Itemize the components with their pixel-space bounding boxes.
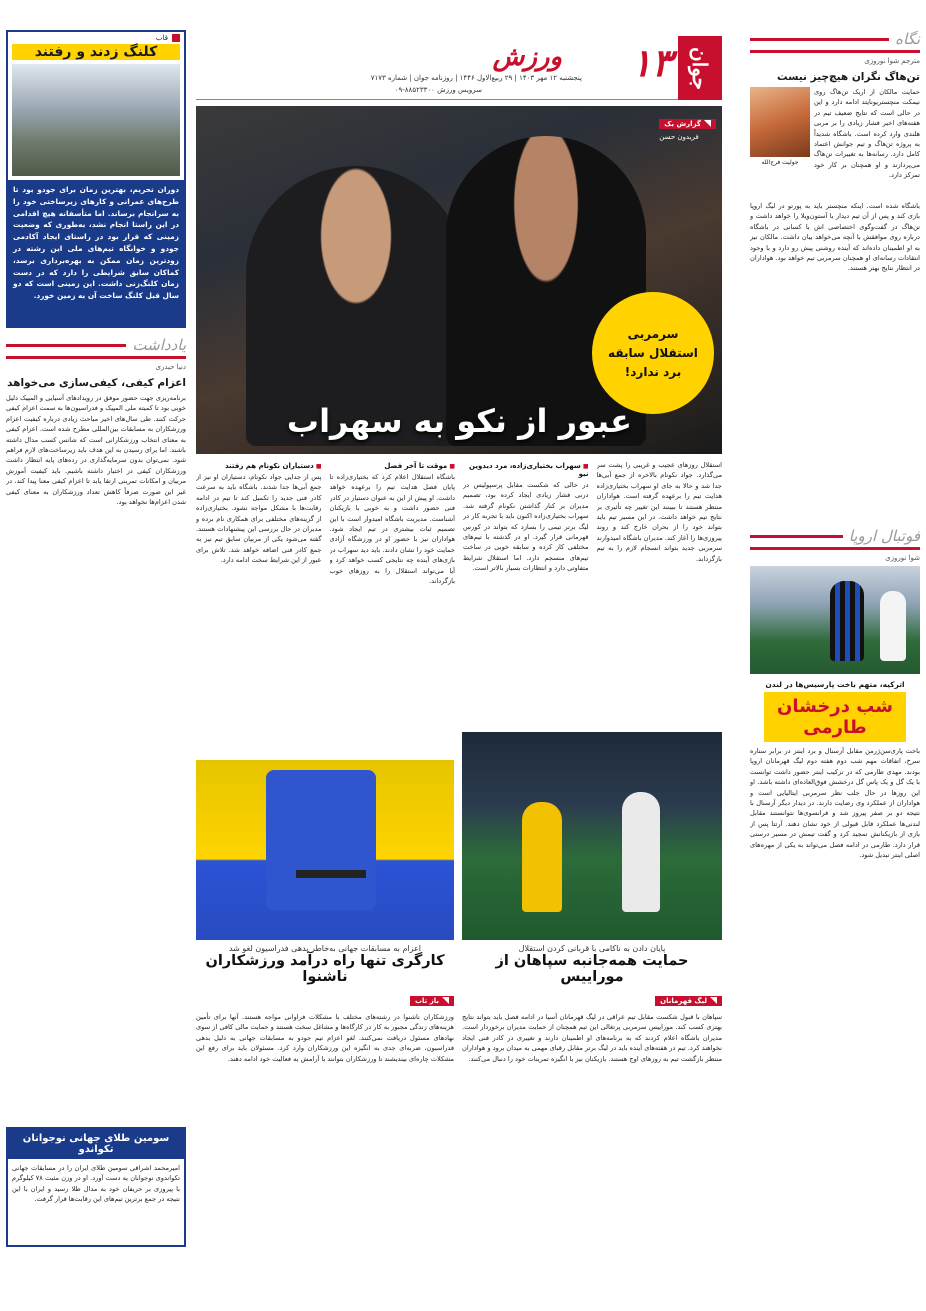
desk-phone: سرویس ورزش ۸۸۵۲۳۳۰۰-۰۹ — [394, 86, 482, 94]
section-bar — [6, 344, 126, 347]
sepahan-story — [462, 944, 722, 1311]
story-column-4: ■ دستیاران نکونام هم رفتند پس از جدایی جواد نکونام، دستیاران او نیز از جمع آبی‌ها جدا شدند. باشگاه باید به سرعت کادر فنی جدید را تکمیل کند تا تیم در ادامه رقابت‌ها با مشکل مواجه نشود. بختیاری‌زاده از گزینه‌های مختلفی برای همکاری نام برده و مدیران در حال بررسی این پیشنهادات هستند. گفته می‌شود یکی از مربیان سابق تیم نیز به جمع کادر فنی اضافه خواهد شد. تلاش برای عبور از این شرایط سخت ادامه دارد. — [196, 460, 322, 728]
judo-belt — [296, 870, 366, 878]
main-story-text — [196, 460, 722, 728]
player-white — [622, 792, 660, 912]
story-column-1: استقلال روزهای عجیب و غریبی را پشت سر می‌گذارد. جواد نکونام بالاخره از جمع آبی‌ها جدا شد و حالا به جای او سهراب بختیاری‌زاده هدایت تیم را برعهده گرفته است. هواداران منتظر هستند تا ببینند این تغییر چه تأثیری بر نتایج تیم خواهد داشت. در این مسیر تیم باید بتواند خود را از بحران خارج کند و روند پیروزی‌ها را آغاز کند. مدیران باشگاه امیدوارند سرمربی جدید بتواند انسجام لازم را به تیم بازگرداند. — [596, 461, 722, 563]
section-author-note: دنیا حیدری — [155, 363, 186, 371]
report-badge: گزارش یک — [659, 119, 716, 129]
player-yellow — [522, 802, 562, 912]
story-column-2: ■ سهراب بختیاری‌زاده، مرد دیدوین نیو در حالی که شکست مقابل پرسپولیس در دربی فشار زیادی ایجاد کرده بود، تصمیم مدیران بر کنار گذاشتن نکونام گرفته شد. سهراب بختیاری‌زاده اکنون باید با تجربه کار در لیگ برتر تیمی را بسازد که بتواند در کورس قهرمانی قرار گیرد. او در گذشته با تیم‌های مختلفی کار کرده و سابقه خوبی در ساخت تیم‌های منسجم دارد. اما استقلال شرایط متفاوتی دارد و انتظارات بسیار بالاتر است. — [463, 460, 589, 728]
frame-photo — [12, 64, 180, 176]
judo-gi — [266, 770, 376, 910]
dateline: پنجشنبه ۱۲ مهر ۱۴۰۳ | ۲۹ ربیع‌الاول ۱۴۴۶ | روزنامه جوان | شماره ۷۱۷۳ — [370, 74, 582, 82]
league-badge: لیگ قهرمانان — [655, 996, 722, 1006]
story-column-3: ■ موقت تا آخر فصل باشگاه استقلال اعلام کرد که بختیاری‌زاده تا پایان فصل هدایت تیم را برعهده خواهد داشت. او پیش از این به عنوان دستیار در کادر فنی حضور داشت و به خوبی با بازیکنان آشناست. مدیریت باشگاه امیدوار است با این تصمیم ثبات بیشتری در تیم ایجاد شود. هواداران نیز با حضور او در ورزشگاه آزادی حمایت خود را نشان دادند. باید دید سهراب در بازی‌های آینده چه نتایجی کسب خواهد کرد و آیا می‌تواند استقلال را به روزهای خوب بازگرداند. — [330, 460, 456, 728]
sepahan-photo — [462, 732, 722, 940]
hero-byline: فریدون حسن — [659, 133, 699, 141]
bazetab-badge: باز تاب — [410, 996, 454, 1006]
section-header-note — [6, 336, 186, 359]
judo-photo — [196, 760, 454, 940]
note-text: برنامه‌ریزی جهت حضور موفق در رویدادهای آسیایی و المپیک دلیل خوبی بود تا کمیته ملی المپیک و فدراسیون‌ها به سمت اعزام کیفی حرکت کنند. طی سال‌های اخیر مباحث زیادی درباره کیفیت اعزام ورزشکاران به مسابقات بین‌المللی مطرح شده است. اعزام کیفی به معنای انتخاب ورزشکارانی است که شانس کسب مدال داشته باشند. اما برای رسیدن به این هدف باید زیرساخت‌های لازم فراهم شود. نمی‌توان بدون سرمایه‌گذاری در رده‌های پایه انتظار داشت ورزشکاران کیفی در اختیار داشته باشیم. باید کیفیت آموزش مربیان و امکانات تمرینی ارتقا یابد تا اعزام کیفی معنا پیدا کند. در غیر این صورت صرفاً کاهش تعداد ورزشکاران به معنای کیفی شدن اعزام‌ها نخواهد بود. — [6, 394, 186, 507]
story-kicker: اعزام به مسابقات جهانی به‌خاطر بدهی فدراسیون لغو شد — [228, 944, 422, 953]
author-photo — [750, 87, 810, 157]
right-column — [744, 0, 926, 1311]
camera-icon — [172, 34, 180, 42]
hero-tag — [659, 112, 716, 141]
story-title: کارگری تنها راه درآمد ورزشکاران ناشنوا — [205, 953, 445, 985]
story-subhead: ■ موقت تا آخر فصل — [330, 462, 456, 470]
frame-title: کلنگ زدند و رفتند — [12, 44, 180, 60]
article-text: حمایت مالکان از اریک تن‌هاگ روی نیمکت منچستریونایتد ادامه دارد و این در حالی است که نتایج ضعیف تیم در هفته‌های اخیر فشار زیادی را بر مربی هلندی وارد کرده است. باشگاه شدیداً به پروژه تن‌هاگ و تیم جوانش اعتماد کامل دارد. رسانه‌ها به تغییرات تن‌هاگ می‌پردازند و او همچنان بر کار خود تمرکز دارد. — [814, 88, 920, 180]
story-kicker: پایان دادن به ناکامی با قربانی کردن استقلال — [518, 944, 666, 953]
section-header-europe — [750, 527, 920, 550]
masthead — [196, 36, 722, 100]
main-headline: عبور از نکو به سهراب — [286, 402, 632, 440]
section-bar — [750, 38, 889, 41]
europe-photo — [750, 566, 920, 674]
taekwondo-text: امیرمحمد اشراقی سومین طلای ایران را در مسابقات جهانی تکواندوی نوجوانان به دست آورد. او در وزن مثبت ۷۸ کیلوگرم با پیروزی بر حریفان خود به مدال طلا رسید و ایران با این نتیجه در جمع برترین تیم‌های این رقابت‌ها قرار گرفت. — [12, 1164, 180, 1204]
page-section-name: ورزش — [492, 42, 562, 72]
section-label: نگاه — [895, 30, 920, 48]
taekwondo-box — [6, 1127, 186, 1247]
section-label-note: یادداشت — [132, 336, 186, 354]
story-text: ورزشکاران ناشنوا در رشته‌های مختلف با مشکلات فراوانی مواجه هستند. آنها برای تأمین هزینه‌های زندگی مجبور به کار در کارگاه‌ها و مشاغل سخت هستند و حمایت مالی کافی از سوی نهادهای مسئول دریافت نمی‌کنند. لغو اعزام تیم جودو به مسابقات جهانی به دلیل بدهی فدراسیون، ضربه‌ای جدی به انگیزه این ورزشکاران وارد کرد. مسئولان باید برای رفع این مشکلات چاره‌ای بیندیشند تا ورزشکاران بتوانند با آرامش به فعالیت خود ادامه دهند. — [196, 1013, 454, 1063]
left-column — [0, 0, 192, 1311]
article-text-continued: باشگاه شده است. اینکه منچستر باید به پورتو در لیگ اروپا بازی کند و پس از آن تیم دیدار با آستون‌ویلا را خواهد داشت و تن‌هاگ در گفت‌وگوی اختصاصی اش با کسانی در باشگاه درباره روی موافقش با آنچه می‌خواهد بیان داشت. مالکان نیز به او اطمینان داده‌اند که آینده روشنی پیش رو دارد و با وجود انتقادات رسانه‌ای او همچنان سرمربی تیم خواهد بود. هواداران در انتظار نتایج بهتر هستند. — [750, 202, 920, 273]
article-title: تن‌هاگ نگران هیچ‌چیز نیست — [776, 71, 920, 83]
corner-icon — [710, 997, 717, 1004]
article-kicker: اترکیه، متهم باخت پارسیس‌ها در لندن — [765, 680, 905, 689]
section-bar — [750, 535, 843, 538]
frame-text: دوران تحریم، بهترین زمان برای جودو بود تا طرح‌های عمرانی و کارهای زیرساختی خود را به سرانجام برساند. اما متأسفانه هیچ اقدامی در این راستا انجام نشد، به‌طوری که وضعیت زمینی که قرار بود در راستای ایجاد آکادمی جودو و خوابگاه تیم‌های ملی این رشته در زودترین زمان ممکن به بهره‌برداری برسد، کماکان سابق شرایطی را دارد که در دست زمان کلنگ‌زنی داشت. این زمینی است که دو سال قبل کلنگ ساخت آن به زمین خورد. — [8, 180, 184, 326]
corner-icon — [704, 120, 711, 127]
frame-header — [8, 32, 184, 44]
article-title-highlight: شب درخشان طارمی — [764, 692, 906, 742]
page-number: ۱۳ — [631, 40, 672, 85]
story-text: سپاهان با قبول شکست مقابل تیم عراقی در لیگ قهرمانان آسیا در ادامه فصل باید بتواند نتایج بهتری کسب کند. موراییس سرمربی پرتغالی این تیم همچنان از حمایت مدیران برخوردار است. مدیران باشگاه اعلام کردند که به برنامه‌های او اطمینان دارند و تغییری در کادر فنی ایجاد نخواهند کرد. تیم در هفته‌های آینده باید در لیگ برتر مقابل رقبای مهمی به میدان برود و هواداران منتظر بازگشت تیم به روزهای اوج هستند. بازیکنان نیز با انگیزه تمرینات خود را دنبال می‌کنند. — [462, 1013, 722, 1063]
section-author: مترجم شوا نوروزی — [864, 57, 920, 65]
section-author-europe: شوا نوروزی — [885, 554, 920, 562]
corner-icon — [442, 997, 449, 1004]
hero-photo — [196, 106, 722, 454]
photo-caption: جولیت فرج‌الله — [761, 159, 799, 166]
taekwondo-title: سومین طلای جهانی نوجوانان تکواندو — [8, 1129, 184, 1159]
story-subhead: ■ سهراب بختیاری‌زاده، مرد دیدوین نیو — [463, 462, 589, 478]
frame-box — [6, 30, 186, 328]
story-subhead: ■ دستیاران نکونام هم رفتند — [196, 462, 322, 470]
story-title: حمایت همه‌جانبه سپاهان از موراییس — [495, 953, 689, 985]
main-column — [196, 0, 722, 1311]
section-label-europe: فوتبال اروپا — [848, 527, 920, 545]
quote-circle: سرمربی استقلال سابقه برد ندارد! — [592, 292, 714, 414]
frame-tag: قاب — [155, 34, 168, 42]
article-text-europe: باخت پاری‌سن‌ژرمن مقابل آرسنال و برد اینتر در برابر ستاره‌ سرخ، اتفاقات مهم شب دوم هفته دوم لیگ قهرمانان اروپا بودند. مهدی طارمی که در ترکیب اینتر حضور داشت توانست با یک گل و یک پاس گل درخشش فوق‌العاده‌ای داشته باشد. او این روزها در حال جلب نظر سرمربی ایتالیایی است و هواداران از عملکرد وی رضایت دارند. در دیدار دیگر آرسنال با نتیجه دو بر صفر پیروز شد و فرانسوی‌ها نتوانستند مقابل لندنی‌ها عملکرد قابل قبولی از خود نشان دهند. آرتتا پس از بازی از بازیکنانش تمجید کرد و گفت تیمش در مسیر درستی قرار دارد. طارمی در ادامه فصل می‌تواند به یکی از مهره‌های اصلی اینتر تبدیل شود. — [750, 747, 920, 860]
judo-story — [196, 944, 454, 1311]
section-header-view — [750, 30, 920, 53]
newspaper-logo: جوان — [678, 36, 722, 100]
note-title: اعزام کیفی، کیفی‌سازی می‌خواهد — [7, 377, 186, 389]
